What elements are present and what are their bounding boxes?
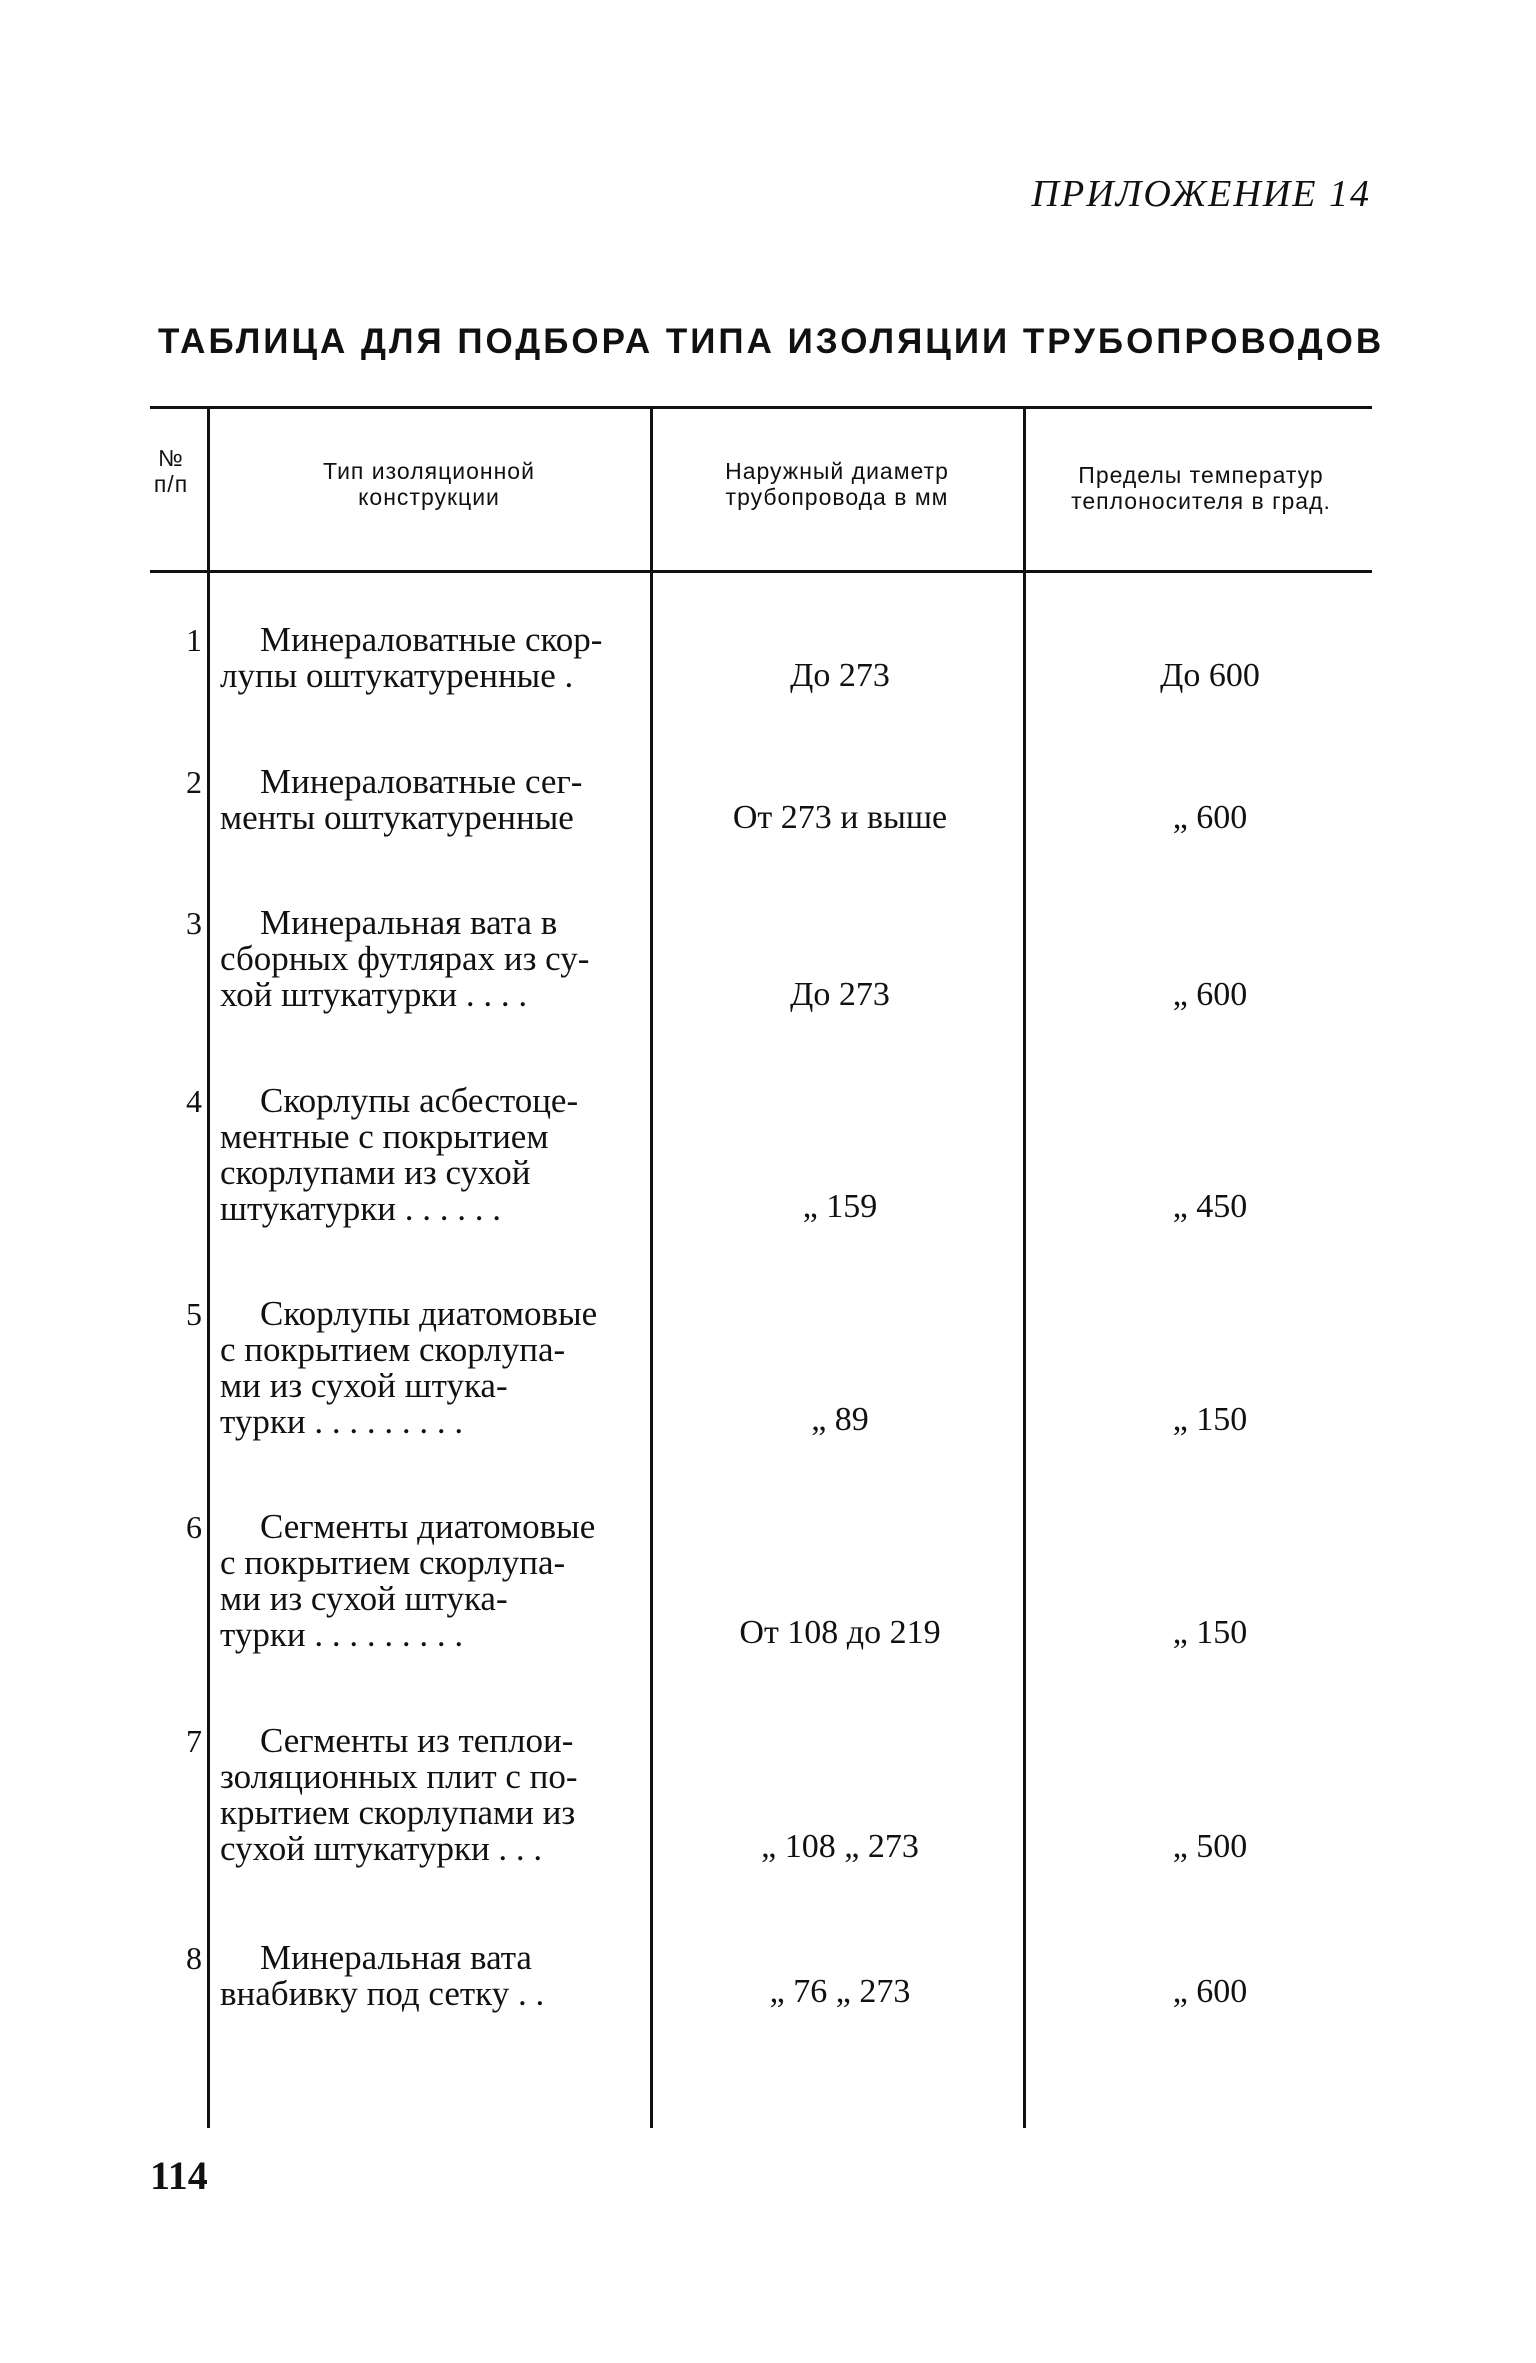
row-number: 5 xyxy=(186,1296,202,1332)
column-divider xyxy=(650,406,653,2128)
header-type: Тип изоляционной конструкции xyxy=(323,458,535,510)
row-temperature: „ 600 xyxy=(1172,1973,1248,2010)
row-description: Сегменты из теплои- золяционных плит с по- крытием скорлупами из сухой штукатурки . . . xyxy=(220,1721,578,1868)
row-diameter: От 108 до 219 xyxy=(739,1614,941,1651)
row-description: Минеральная вата внабивку под сетку . . xyxy=(220,1938,545,2013)
row-diameter: До 273 xyxy=(790,657,890,694)
header-num: № п/п xyxy=(153,445,189,497)
row-diameter: „ 76 „ 273 xyxy=(769,1973,911,2010)
row-description: Сегменты диатомовые с покрытием скорлупа- ми из сухой штука- турки . . . . . . . . . xyxy=(220,1507,596,1654)
row-temperature: „ 500 xyxy=(1172,1828,1248,1865)
table-title: ТАБЛИЦА ДЛЯ ПОДБОРА ТИПА ИЗОЛЯЦИИ ТРУБОПРОВОДОВ xyxy=(158,322,1385,361)
row-number: 1 xyxy=(186,622,202,658)
row-number: 6 xyxy=(186,1509,202,1545)
row-temperature: „ 600 xyxy=(1172,976,1248,1013)
row-number: 4 xyxy=(186,1083,202,1119)
row-number: 2 xyxy=(186,764,202,800)
row-description: Минераловатные скор- лупы оштукатуренные . xyxy=(220,620,603,695)
row-diameter: До 273 xyxy=(790,976,890,1013)
row-temperature: „ 450 xyxy=(1172,1188,1248,1225)
row-temperature: „ 150 xyxy=(1172,1401,1248,1438)
row-diameter: „ 159 xyxy=(802,1188,878,1225)
row-number: 3 xyxy=(186,905,202,941)
column-divider xyxy=(1023,406,1026,2128)
row-description: Скорлупы диатомовые с покрытием скорлупа- ми из сухой штука- турки . . . . . . . . . xyxy=(220,1294,598,1441)
page-number: 114 xyxy=(150,2153,208,2198)
row-description: Минераловатные сег- менты оштукатуренные xyxy=(220,762,583,837)
column-divider xyxy=(207,406,210,2128)
row-temperature: До 600 xyxy=(1160,657,1260,694)
appendix-label: ПРИЛОЖЕНИЕ 14 xyxy=(1031,173,1371,215)
row-description: Скорлупы асбестоце- ментные с покрытием скорлупами из сухой штукатурки . . . . . . xyxy=(220,1081,579,1228)
row-diameter: „ 89 xyxy=(811,1401,869,1438)
row-diameter: От 273 и выше xyxy=(732,799,948,836)
row-temperature: „ 600 xyxy=(1172,799,1248,836)
row-diameter: „ 108 „ 273 xyxy=(761,1828,919,1865)
table-top-rule xyxy=(150,406,1372,409)
row-temperature: „ 150 xyxy=(1172,1614,1248,1651)
header-temperature: Пределы температур теплоносителя в град. xyxy=(1071,462,1331,514)
header-diameter: Наружный диаметр трубопровода в мм xyxy=(725,458,949,510)
row-number: 8 xyxy=(186,1940,202,1976)
row-description: Минеральная вата в сборных футлярах из су- хой штукатурки . . . . xyxy=(220,903,590,1014)
row-number: 7 xyxy=(186,1723,202,1759)
